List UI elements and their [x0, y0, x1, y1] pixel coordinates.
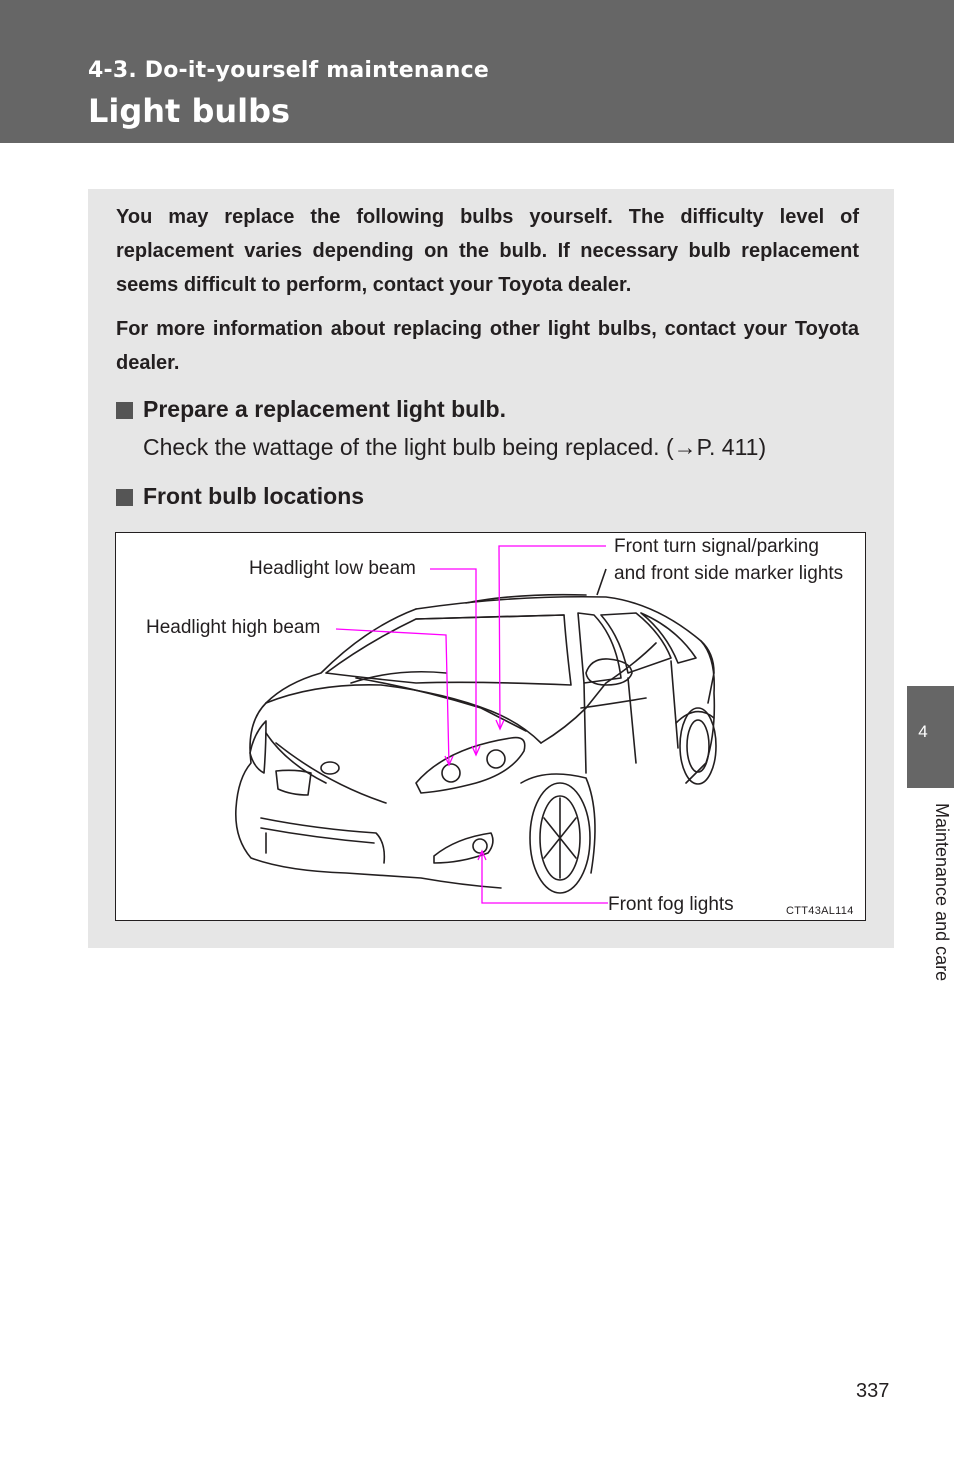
turn-signal-leader	[499, 546, 606, 729]
page-header	[0, 0, 954, 143]
prepare-heading-text: Prepare a replacement light bulb.	[143, 396, 506, 422]
bulb-location-figure	[115, 532, 866, 921]
locations-heading	[116, 483, 364, 510]
fog-light-label: Front fog lights	[608, 894, 734, 915]
fog-light-leader	[482, 851, 608, 903]
low-beam-leader	[430, 569, 476, 755]
square-bullet-icon	[116, 489, 133, 506]
section-label: 4-3. Do-it-yourself maintenance	[88, 58, 489, 83]
square-bullet-icon	[116, 402, 133, 419]
high-beam-label: Headlight high beam	[146, 617, 321, 638]
chapter-number: 4	[918, 722, 928, 741]
intro-paragraph-1: You may replace the following bulbs yourself. The difficulty level of replacement varies depending on the bulb. If necessary bulb replacement seems difficult to perform, contact your Toyota dealer.	[116, 206, 859, 296]
page-title: Light bulbs	[88, 92, 291, 130]
chapter-name: Maintenance and care	[932, 803, 952, 982]
low-beam-label: Headlight low beam	[249, 558, 416, 579]
prepare-heading	[116, 396, 506, 423]
turn-signal-label-line1: Front turn signal/parking	[614, 536, 819, 557]
intro-paragraph-2: For more information about replacing other light bulbs, contact your Toyota dealer.	[116, 318, 859, 374]
car-illustration	[116, 533, 867, 922]
chapter-tab	[907, 686, 954, 788]
page-number: 337	[856, 1380, 890, 1402]
figure-code: CTT43AL114	[786, 905, 854, 917]
locations-heading-text: Front bulb locations	[143, 483, 365, 509]
turn-signal-pointer	[597, 569, 606, 595]
prepare-body: Check the wattage of the light bulb being replaced. (→P. 411)	[143, 434, 767, 460]
turn-signal-label-line2: and front side marker lights	[614, 563, 844, 584]
high-beam-leader	[336, 629, 449, 765]
